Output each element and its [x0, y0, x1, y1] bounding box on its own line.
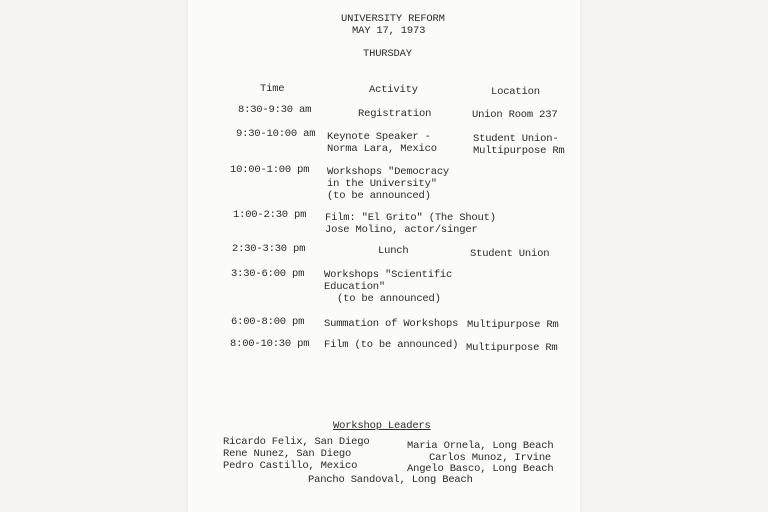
leader-name: Pedro Castillo, Mexico: [223, 460, 358, 472]
schedule-time: 1:00-2:30 pm: [233, 209, 307, 221]
schedule-time: 2:30-3:30 pm: [232, 243, 306, 255]
schedule-location: Union Room 237: [472, 109, 558, 121]
schedule-location: Student Union-: [473, 133, 559, 145]
schedule-activity: Jose Molino, actor/singer: [325, 224, 478, 236]
schedule-time: 3:30-6:00 pm: [231, 268, 305, 280]
schedule-time: 8:30-9:30 am: [238, 104, 312, 116]
schedule-time: 9:30-10:00 am: [236, 128, 316, 140]
schedule-activity: Norma Lara, Mexico: [327, 143, 437, 155]
schedule-time: 8:00-10:30 pm: [230, 338, 310, 350]
schedule-activity: Film: "El Grito" (The Shout): [325, 212, 496, 224]
leaders-heading: Workshop Leaders: [333, 420, 431, 432]
column-header-location: Location: [491, 86, 540, 98]
schedule-activity: Workshops "Democracy: [327, 166, 450, 178]
schedule-location: Multipurpose Rm: [467, 319, 559, 331]
schedule-activity: Registration: [358, 108, 432, 120]
leader-name: Rene Nunez, San Diego: [223, 448, 352, 460]
schedule-activity: Summation of Workshops: [324, 318, 459, 330]
schedule-location: Multipurpose Rm: [473, 145, 565, 157]
schedule-activity: in the University": [327, 178, 437, 190]
column-header-activity: Activity: [369, 84, 418, 96]
schedule-activity: Film (to be announced): [324, 339, 459, 351]
schedule-time: 6:00-8:00 pm: [231, 316, 305, 328]
document-day: THURSDAY: [363, 48, 412, 60]
document-date: MAY 17, 1973: [352, 25, 426, 37]
schedule-location: Student Union: [470, 248, 550, 260]
document-page: [188, 0, 580, 512]
leader-name: Angelo Basco, Long Beach: [407, 463, 554, 475]
schedule-activity: Keynote Speaker -: [327, 131, 431, 143]
schedule-time: 10:00-1:00 pm: [230, 164, 310, 176]
schedule-location: Multipurpose Rm: [466, 342, 558, 354]
document-title: UNIVERSITY REFORM: [341, 13, 445, 25]
column-header-time: Time: [260, 83, 285, 95]
schedule-activity: Lunch: [378, 245, 409, 257]
schedule-activity: Education": [324, 281, 386, 293]
leader-name: Carlos Munoz, Irvine: [429, 452, 552, 464]
leader-name: Ricardo Felix, San Diego: [223, 436, 370, 448]
schedule-activity: (to be announced): [327, 190, 431, 202]
leader-name: Maria Ornela, Long Beach: [407, 440, 554, 452]
schedule-activity: (to be announced): [337, 293, 441, 305]
schedule-activity: Workshops "Scientific: [324, 269, 453, 281]
leader-name: Pancho Sandoval, Long Beach: [308, 474, 473, 486]
